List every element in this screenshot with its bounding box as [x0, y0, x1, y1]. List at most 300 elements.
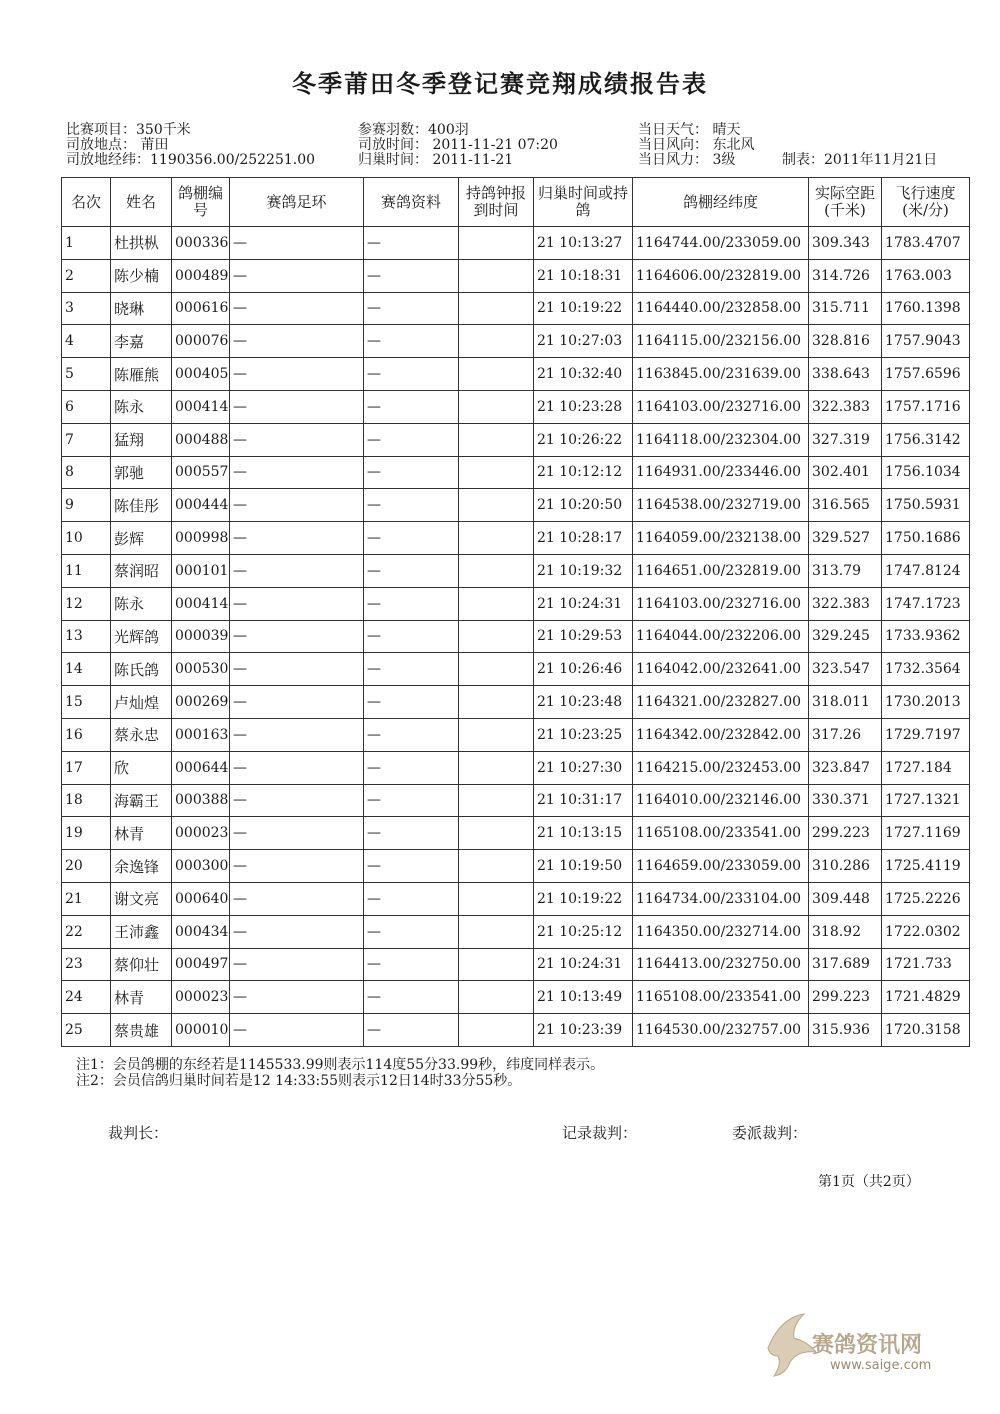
cell-clock-time	[459, 259, 534, 292]
cell-distance: 299.223	[809, 981, 882, 1014]
cell-info: —	[364, 259, 459, 292]
cell-rank: 17	[62, 751, 111, 784]
cell-speed: 1783.4707	[882, 227, 970, 260]
cell-distance: 322.383	[809, 587, 882, 620]
cell-ring: —	[230, 554, 364, 587]
cell-loft-no: 000076	[172, 325, 230, 358]
cell-rank: 16	[62, 718, 111, 751]
cell-info: —	[364, 489, 459, 522]
cell-distance: 299.223	[809, 817, 882, 850]
cell-speed: 1725.2226	[882, 882, 970, 915]
cell-info: —	[364, 390, 459, 423]
cell-distance: 327.319	[809, 423, 882, 456]
cell-arrival: 21 10:19:50	[534, 850, 633, 883]
cell-info: —	[364, 948, 459, 981]
cell-loft-no: 000023	[172, 981, 230, 1014]
cell-ring: —	[230, 522, 364, 555]
cell-arrival: 21 10:19:22	[534, 292, 633, 325]
cell-coords: 1164659.00/233059.00	[633, 850, 809, 883]
table-row	[62, 981, 970, 1014]
cell-clock-time	[459, 817, 534, 850]
cell-distance: 330.371	[809, 784, 882, 817]
cell-name: 欣	[111, 751, 172, 784]
cell-arrival: 21 10:23:25	[534, 718, 633, 751]
cell-info: —	[364, 653, 459, 686]
cell-arrival: 21 10:25:12	[534, 915, 633, 948]
cell-distance: 323.547	[809, 653, 882, 686]
cell-loft-no: 000616	[172, 292, 230, 325]
cell-clock-time	[459, 784, 534, 817]
cell-arrival: 21 10:13:49	[534, 981, 633, 1014]
cell-clock-time	[459, 620, 534, 653]
cell-speed: 1750.1686	[882, 522, 970, 555]
cell-ring: —	[230, 423, 364, 456]
table-row	[62, 259, 970, 292]
cell-loft-no: 000163	[172, 718, 230, 751]
col-header-name: 姓名	[111, 178, 172, 227]
cell-arrival: 21 10:20:50	[534, 489, 633, 522]
cell-name: 杜拱枞	[111, 227, 172, 260]
cell-ring: —	[230, 325, 364, 358]
table-row	[62, 882, 970, 915]
cell-rank: 20	[62, 850, 111, 883]
cell-info: —	[364, 817, 459, 850]
cell-rank: 23	[62, 948, 111, 981]
table-row	[62, 915, 970, 948]
meta-event: 比赛项目：350千米	[66, 122, 191, 138]
cell-info: —	[364, 686, 459, 719]
cell-ring: —	[230, 620, 364, 653]
page-number: 第1页（共2页）	[818, 1174, 920, 1190]
col-header-coords: 鸽棚经纬度	[633, 178, 809, 227]
cell-ring: —	[230, 751, 364, 784]
cell-speed: 1733.9362	[882, 620, 970, 653]
cell-coords: 1164010.00/232146.00	[633, 784, 809, 817]
cell-speed: 1727.1169	[882, 817, 970, 850]
cell-loft-no: 000336	[172, 227, 230, 260]
cell-arrival: 21 10:26:46	[534, 653, 633, 686]
cell-clock-time	[459, 292, 534, 325]
cell-info: —	[364, 882, 459, 915]
cell-rank: 24	[62, 981, 111, 1014]
cell-coords: 1164350.00/232714.00	[633, 915, 809, 948]
cell-distance: 329.245	[809, 620, 882, 653]
cell-speed: 1747.8124	[882, 554, 970, 587]
cell-distance: 328.816	[809, 325, 882, 358]
col-header-rank: 名次	[62, 178, 111, 227]
cell-coords: 1165108.00/233541.00	[633, 817, 809, 850]
cell-info: —	[364, 620, 459, 653]
table-row	[62, 948, 970, 981]
cell-arrival: 21 10:27:30	[534, 751, 633, 784]
cell-clock-time	[459, 489, 534, 522]
meta-weather: 当日天气： 晴天	[638, 122, 741, 138]
cell-loft-no: 000444	[172, 489, 230, 522]
cell-arrival: 21 10:29:53	[534, 620, 633, 653]
cell-clock-time	[459, 456, 534, 489]
cell-speed: 1756.1034	[882, 456, 970, 489]
cell-speed: 1721.4829	[882, 981, 970, 1014]
cell-distance: 316.565	[809, 489, 882, 522]
cell-ring: —	[230, 587, 364, 620]
cell-clock-time	[459, 554, 534, 587]
cell-loft-no: 000434	[172, 915, 230, 948]
cell-ring: —	[230, 915, 364, 948]
cell-name: 林青	[111, 817, 172, 850]
cell-rank: 7	[62, 423, 111, 456]
cell-ring: —	[230, 390, 364, 423]
cell-loft-no: 000530	[172, 653, 230, 686]
cell-ring: —	[230, 784, 364, 817]
cell-clock-time	[459, 915, 534, 948]
col-header-clock-time: 持鸽钟报到时间	[459, 178, 534, 227]
cell-ring: —	[230, 1014, 364, 1047]
cell-rank: 22	[62, 915, 111, 948]
table-row	[62, 325, 970, 358]
cell-info: —	[364, 587, 459, 620]
cell-speed: 1722.0302	[882, 915, 970, 948]
cell-info: —	[364, 456, 459, 489]
cell-coords: 1164931.00/233446.00	[633, 456, 809, 489]
table-row	[62, 423, 970, 456]
cell-speed: 1727.1321	[882, 784, 970, 817]
cell-rank: 10	[62, 522, 111, 555]
cell-rank: 12	[62, 587, 111, 620]
cell-distance: 315.936	[809, 1014, 882, 1047]
table-row	[62, 554, 970, 587]
cell-speed: 1757.1716	[882, 390, 970, 423]
cell-arrival: 21 10:28:17	[534, 522, 633, 555]
cell-arrival: 21 10:23:39	[534, 1014, 633, 1047]
cell-name: 蔡润昭	[111, 554, 172, 587]
cell-loft-no: 000414	[172, 587, 230, 620]
table-row	[62, 456, 970, 489]
cell-speed: 1757.6596	[882, 358, 970, 391]
cell-rank: 2	[62, 259, 111, 292]
col-header-loft-no: 鸽棚编号	[172, 178, 230, 227]
cell-name: 卢灿煌	[111, 686, 172, 719]
cell-clock-time	[459, 882, 534, 915]
cell-distance: 317.689	[809, 948, 882, 981]
table-row	[62, 784, 970, 817]
cell-coords: 1164118.00/232304.00	[633, 423, 809, 456]
cell-arrival: 21 10:23:28	[534, 390, 633, 423]
cell-clock-time	[459, 718, 534, 751]
watermark	[760, 1308, 960, 1388]
cell-coords: 1164342.00/232842.00	[633, 718, 809, 751]
cell-info: —	[364, 227, 459, 260]
cell-info: —	[364, 325, 459, 358]
col-header-info: 赛鸽资料	[364, 178, 459, 227]
col-header-ring: 赛鸽足环	[230, 178, 364, 227]
cell-speed: 1732.3564	[882, 653, 970, 686]
cell-clock-time	[459, 325, 534, 358]
table-row	[62, 358, 970, 391]
col-header-distance: 实际空距(千米)	[809, 178, 882, 227]
cell-info: —	[364, 784, 459, 817]
cell-coords: 1164538.00/232719.00	[633, 489, 809, 522]
table-row	[62, 522, 970, 555]
cell-coords: 1165108.00/233541.00	[633, 981, 809, 1014]
cell-speed: 1757.9043	[882, 325, 970, 358]
cell-rank: 18	[62, 784, 111, 817]
cell-distance: 318.011	[809, 686, 882, 719]
cell-distance: 302.401	[809, 456, 882, 489]
cell-arrival: 21 10:24:31	[534, 948, 633, 981]
cell-name: 光辉鸽	[111, 620, 172, 653]
cell-coords: 1164103.00/232716.00	[633, 390, 809, 423]
cell-distance: 323.847	[809, 751, 882, 784]
table-row	[62, 227, 970, 260]
table-row	[62, 292, 970, 325]
cell-name: 猛翔	[111, 423, 172, 456]
cell-clock-time	[459, 850, 534, 883]
col-header-arrival: 归巢时间或持鸽	[534, 178, 633, 227]
cell-clock-time	[459, 358, 534, 391]
cell-clock-time	[459, 522, 534, 555]
cell-ring: —	[230, 981, 364, 1014]
pigeon-logo-icon	[760, 1308, 820, 1378]
cell-info: —	[364, 358, 459, 391]
cell-loft-no: 000557	[172, 456, 230, 489]
cell-name: 晓琳	[111, 292, 172, 325]
cell-ring: —	[230, 850, 364, 883]
cell-name: 郭驰	[111, 456, 172, 489]
cell-coords: 1164440.00/232858.00	[633, 292, 809, 325]
cell-name: 陈佳彤	[111, 489, 172, 522]
signature-record-judge: 记录裁判：	[562, 1124, 638, 1142]
cell-coords: 1164734.00/233104.00	[633, 882, 809, 915]
cell-ring: —	[230, 292, 364, 325]
cell-loft-no: 000023	[172, 817, 230, 850]
cell-loft-no: 000644	[172, 751, 230, 784]
cell-coords: 1164744.00/233059.00	[633, 227, 809, 260]
cell-name: 陈永	[111, 390, 172, 423]
cell-rank: 15	[62, 686, 111, 719]
cell-arrival: 21 10:26:22	[534, 423, 633, 456]
meta-release-coords: 司放地经纬：1190356.00/252251.00	[66, 152, 316, 168]
cell-info: —	[364, 915, 459, 948]
cell-ring: —	[230, 882, 364, 915]
meta-made-date: 制表：2011年11月21日	[782, 152, 938, 168]
cell-coords: 1164413.00/232750.00	[633, 948, 809, 981]
cell-info: —	[364, 423, 459, 456]
cell-speed: 1720.3158	[882, 1014, 970, 1047]
cell-distance: 318.92	[809, 915, 882, 948]
cell-arrival: 21 10:31:17	[534, 784, 633, 817]
table-row	[62, 620, 970, 653]
cell-loft-no: 000388	[172, 784, 230, 817]
cell-name: 陈氏鸽	[111, 653, 172, 686]
table-header-row	[62, 178, 970, 227]
table-row	[62, 686, 970, 719]
cell-arrival: 21 10:32:40	[534, 358, 633, 391]
cell-distance: 309.448	[809, 882, 882, 915]
cell-clock-time	[459, 587, 534, 620]
cell-speed: 1721.733	[882, 948, 970, 981]
cell-rank: 6	[62, 390, 111, 423]
cell-coords: 1164059.00/232138.00	[633, 522, 809, 555]
results-table	[61, 177, 970, 1047]
cell-info: —	[364, 554, 459, 587]
cell-arrival: 21 10:13:15	[534, 817, 633, 850]
cell-name: 陈少楠	[111, 259, 172, 292]
cell-speed: 1763.003	[882, 259, 970, 292]
cell-clock-time	[459, 686, 534, 719]
table-row	[62, 1014, 970, 1047]
cell-name: 林青	[111, 981, 172, 1014]
results-body	[62, 227, 970, 1047]
cell-rank: 25	[62, 1014, 111, 1047]
cell-distance: 314.726	[809, 259, 882, 292]
col-header-speed: 飞行速度(米/分)	[882, 178, 970, 227]
cell-ring: —	[230, 718, 364, 751]
cell-rank: 8	[62, 456, 111, 489]
cell-info: —	[364, 850, 459, 883]
table-row	[62, 653, 970, 686]
cell-clock-time	[459, 1014, 534, 1047]
cell-clock-time	[459, 653, 534, 686]
cell-speed: 1756.3142	[882, 423, 970, 456]
cell-ring: —	[230, 686, 364, 719]
cell-name: 蔡仰壮	[111, 948, 172, 981]
cell-distance: 310.286	[809, 850, 882, 883]
table-row	[62, 489, 970, 522]
cell-coords: 1163845.00/231639.00	[633, 358, 809, 391]
cell-ring: —	[230, 817, 364, 850]
cell-rank: 14	[62, 653, 111, 686]
cell-rank: 11	[62, 554, 111, 587]
cell-rank: 5	[62, 358, 111, 391]
cell-name: 蔡永忠	[111, 718, 172, 751]
cell-info: —	[364, 981, 459, 1014]
cell-loft-no: 000497	[172, 948, 230, 981]
cell-coords: 1164606.00/232819.00	[633, 259, 809, 292]
cell-clock-time	[459, 751, 534, 784]
cell-rank: 3	[62, 292, 111, 325]
cell-info: —	[364, 718, 459, 751]
cell-name: 王沛鑫	[111, 915, 172, 948]
watermark-url: www.saige.com	[830, 1358, 932, 1373]
cell-arrival: 21 10:12:12	[534, 456, 633, 489]
cell-clock-time	[459, 981, 534, 1014]
table-row	[62, 817, 970, 850]
cell-distance: 313.79	[809, 554, 882, 587]
cell-name: 陈雁熊	[111, 358, 172, 391]
cell-coords: 1164042.00/232641.00	[633, 653, 809, 686]
cell-rank: 19	[62, 817, 111, 850]
cell-rank: 4	[62, 325, 111, 358]
cell-distance: 317.26	[809, 718, 882, 751]
cell-info: —	[364, 292, 459, 325]
cell-ring: —	[230, 259, 364, 292]
cell-speed: 1725.4119	[882, 850, 970, 883]
cell-info: —	[364, 751, 459, 784]
cell-speed: 1747.1723	[882, 587, 970, 620]
signature-chief-judge: 裁判长：	[108, 1124, 169, 1142]
cell-clock-time	[459, 423, 534, 456]
note-2: 注2：会员信鸽归巢时间若是12 14:33:55则表示12日14时33分55秒。	[76, 1073, 522, 1089]
cell-speed: 1760.1398	[882, 292, 970, 325]
cell-coords: 1164103.00/232716.00	[633, 587, 809, 620]
cell-coords: 1164115.00/232156.00	[633, 325, 809, 358]
note-1: 注1：会员鸽棚的东经若是1145533.99则表示114度55分33.99秒，纬度同样表示。	[76, 1057, 605, 1073]
cell-coords: 1164044.00/232206.00	[633, 620, 809, 653]
cell-arrival: 21 10:27:03	[534, 325, 633, 358]
cell-arrival: 21 10:23:48	[534, 686, 633, 719]
cell-loft-no: 000414	[172, 390, 230, 423]
meta-return-time: 归巢时间： 2011-11-21	[358, 152, 514, 168]
cell-info: —	[364, 1014, 459, 1047]
cell-loft-no: 000300	[172, 850, 230, 883]
table-row	[62, 587, 970, 620]
cell-arrival: 21 10:18:31	[534, 259, 633, 292]
cell-loft-no: 000998	[172, 522, 230, 555]
cell-rank: 1	[62, 227, 111, 260]
table-row	[62, 751, 970, 784]
cell-coords: 1164530.00/232757.00	[633, 1014, 809, 1047]
cell-arrival: 21 10:19:22	[534, 882, 633, 915]
cell-clock-time	[459, 390, 534, 423]
meta-release-place: 司放地点： 莆田	[66, 137, 169, 153]
table-row	[62, 718, 970, 751]
cell-name: 谢文亮	[111, 882, 172, 915]
cell-loft-no: 000489	[172, 259, 230, 292]
cell-name: 彭辉	[111, 522, 172, 555]
cell-distance: 329.527	[809, 522, 882, 555]
cell-ring: —	[230, 358, 364, 391]
cell-coords: 1164321.00/232827.00	[633, 686, 809, 719]
cell-distance: 309.343	[809, 227, 882, 260]
cell-rank: 13	[62, 620, 111, 653]
watermark-text: 赛鸽资讯网	[812, 1333, 923, 1358]
cell-ring: —	[230, 489, 364, 522]
cell-rank: 21	[62, 882, 111, 915]
cell-clock-time	[459, 227, 534, 260]
meta-release-time: 司放时间： 2011-11-21 07:20	[358, 137, 558, 153]
cell-speed: 1729.7197	[882, 718, 970, 751]
cell-arrival: 21 10:19:32	[534, 554, 633, 587]
cell-arrival: 21 10:24:31	[534, 587, 633, 620]
meta-entries: 参赛羽数：400羽	[358, 122, 469, 138]
cell-loft-no: 000640	[172, 882, 230, 915]
cell-name: 蔡贵雄	[111, 1014, 172, 1047]
cell-ring: —	[230, 227, 364, 260]
cell-loft-no: 000010	[172, 1014, 230, 1047]
cell-name: 海霸王	[111, 784, 172, 817]
cell-speed: 1730.2013	[882, 686, 970, 719]
cell-ring: —	[230, 456, 364, 489]
meta-wind-force: 当日风力： 3级	[638, 152, 736, 168]
cell-ring: —	[230, 653, 364, 686]
cell-arrival: 21 10:13:27	[534, 227, 633, 260]
signature-assigned-judge: 委派裁判：	[732, 1124, 808, 1142]
cell-distance: 322.383	[809, 390, 882, 423]
table-row	[62, 390, 970, 423]
cell-speed: 1727.184	[882, 751, 970, 784]
cell-coords: 1164651.00/232819.00	[633, 554, 809, 587]
report-title: 冬季莆田冬季登记赛竞翔成绩报告表	[292, 69, 708, 98]
cell-loft-no: 000405	[172, 358, 230, 391]
table-row	[62, 850, 970, 883]
cell-rank: 9	[62, 489, 111, 522]
cell-name: 陈永	[111, 587, 172, 620]
cell-speed: 1750.5931	[882, 489, 970, 522]
cell-distance: 338.643	[809, 358, 882, 391]
cell-ring: —	[230, 948, 364, 981]
cell-loft-no: 000269	[172, 686, 230, 719]
cell-coords: 1164215.00/232453.00	[633, 751, 809, 784]
